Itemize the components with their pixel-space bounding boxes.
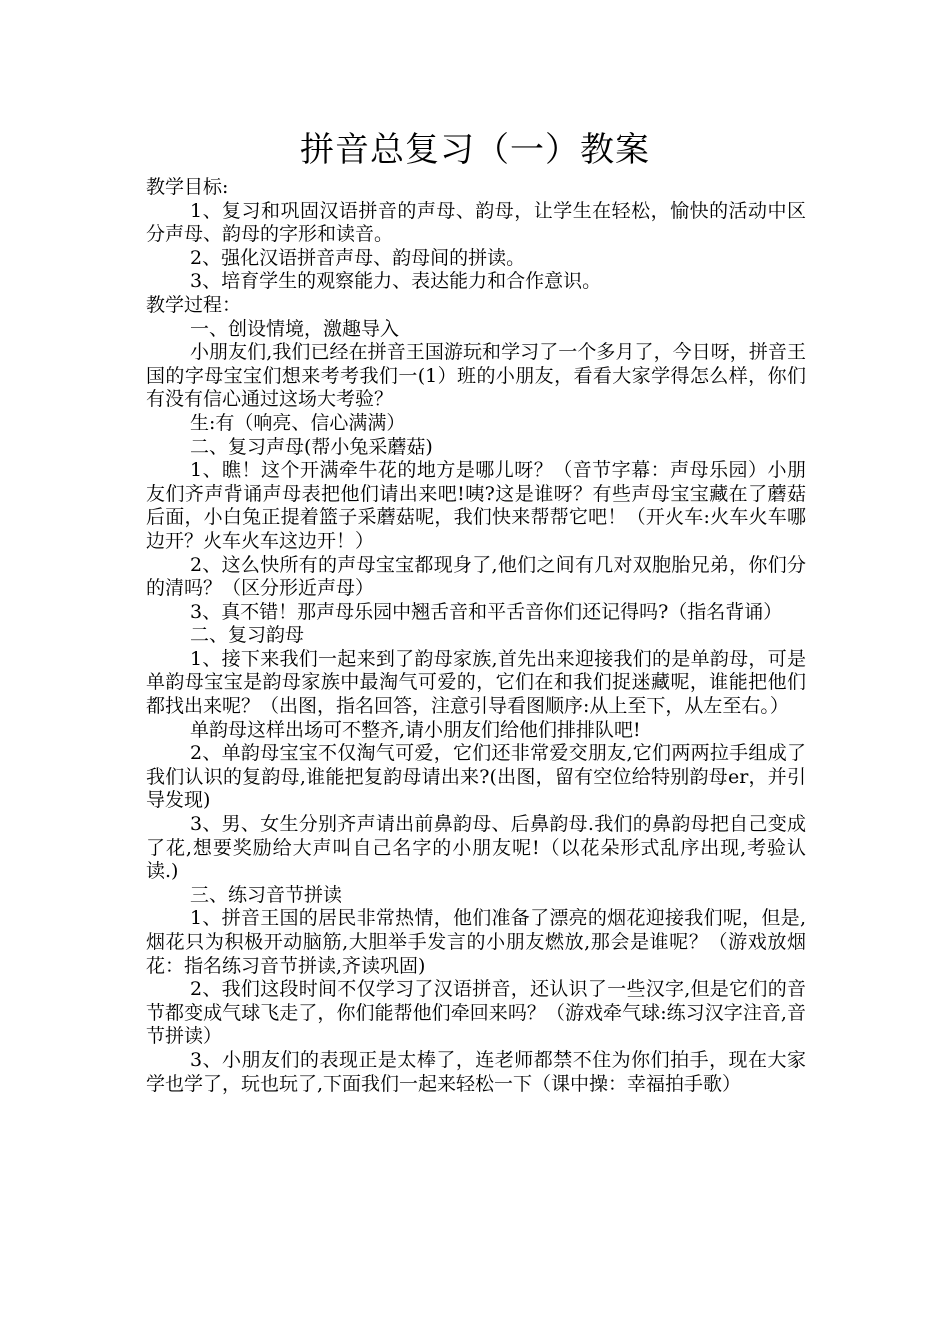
- paragraph: 1、接下来我们一起来到了韵母家族,首先出来迎接我们的是单韵母，可是单韵母宝宝是韵母家族中最淘气可爱的，它们在和我们捉迷藏呢，谁能把他们都找出来呢？（出图，指名回答，注意引导看图顺序:从上至下，从左至右。）: [146, 647, 806, 718]
- paragraph: 教学目标:: [146, 176, 229, 198]
- paragraph: 小朋友们,我们已经在拼音王国游玩和学习了一个多月了，今日呀，拼音王国的字母宝宝们想来考考我们一(1）班的小朋友，看看大家学得怎么样，你们有没有信心通过这场大考验？: [146, 341, 806, 411]
- paragraph: 2、我们这段时间不仅学习了汉语拼音，还认识了一些汉字,但是它们的音节都变成气球飞走了，你们能帮他们牵回来吗？（游戏牵气球:练习汉字注音,音节拼读）: [146, 978, 806, 1048]
- paragraph: 1、拼音王国的居民非常热情，他们准备了漂亮的烟花迎接我们呢，但是,烟花只为积极开动脑筋,大胆举手发言的小朋友燃放,那会是谁呢？（游戏放烟花：指名练习音节拼读,齐读巩固): [146, 907, 806, 977]
- paragraph: 单韵母这样出场可不整齐,请小朋友们给他们排排队吧!: [190, 718, 641, 741]
- paragraph: 2、这么快所有的声母宝宝都现身了,他们之间有几对双胞胎兄弟，你们分的清吗？（区分形近声母）: [146, 553, 806, 600]
- paragraph: 2、单韵母宝宝不仅淘气可爱，它们还非常爱交朋友,它们两两拉手组成了我们认识的复韵母,谁能把复韵母请出来?(出图，留有空位给特别韵母er，并引导发现): [146, 742, 806, 812]
- document-title: 拼音总复习（一）教案: [300, 130, 650, 170]
- paragraph: 二、复习声母(帮小兔采蘑菇): [190, 435, 433, 458]
- paragraph: 3、培育学生的观察能力、表达能力和合作意识。: [190, 270, 602, 293]
- paragraph: 3、小朋友们的表现正是太棒了，连老师都禁不住为你们拍手，现在大家学也学了，玩也玩了,下面我们一起来轻松一下（课中操：幸福拍手歌）: [146, 1048, 806, 1095]
- paragraph: 教学过程：: [146, 293, 242, 316]
- paragraph: 1、瞧！这个开满牵牛花的地方是哪儿呀？（音节字幕：声母乐园）小朋友们齐声背诵声母表把他们请出来吧!咦?这是谁呀？有些声母宝宝藏在了蘑菇后面，小白兔正提着篮子采蘑菇呢，我们快来帮帮它吧！（开火车:火车火车哪边开？火车火车这边开！）: [146, 459, 806, 552]
- paragraph: 三、练习音节拼读: [190, 883, 343, 906]
- paragraph: 2、强化汉语拼音声母、韵母间的拼读。: [190, 246, 526, 269]
- paragraph: 二、复习韵母: [190, 624, 305, 647]
- paragraph: 一、创设情境，激趣导入: [190, 317, 400, 340]
- paragraph: 3、真不错！那声母乐园中翘舌音和平舌音你们还记得吗?（指名背诵）: [190, 600, 783, 623]
- paragraph: 生:有（响亮、信心满满）: [190, 411, 406, 434]
- paragraph: 3、男、女生分别齐声请出前鼻韵母、后鼻韵母.我们的鼻韵母把自己变成了花,想要奖励给大声叫自己名字的小朋友呢!（以花朵形式乱序出现,考验认读.): [146, 813, 806, 883]
- document-body: [146, 176, 806, 1096]
- paragraph: 1、复习和巩固汉语拼音的声母、韵母，让学生在轻松，愉快的活动中区分声母、韵母的字形和读音。: [146, 199, 806, 246]
